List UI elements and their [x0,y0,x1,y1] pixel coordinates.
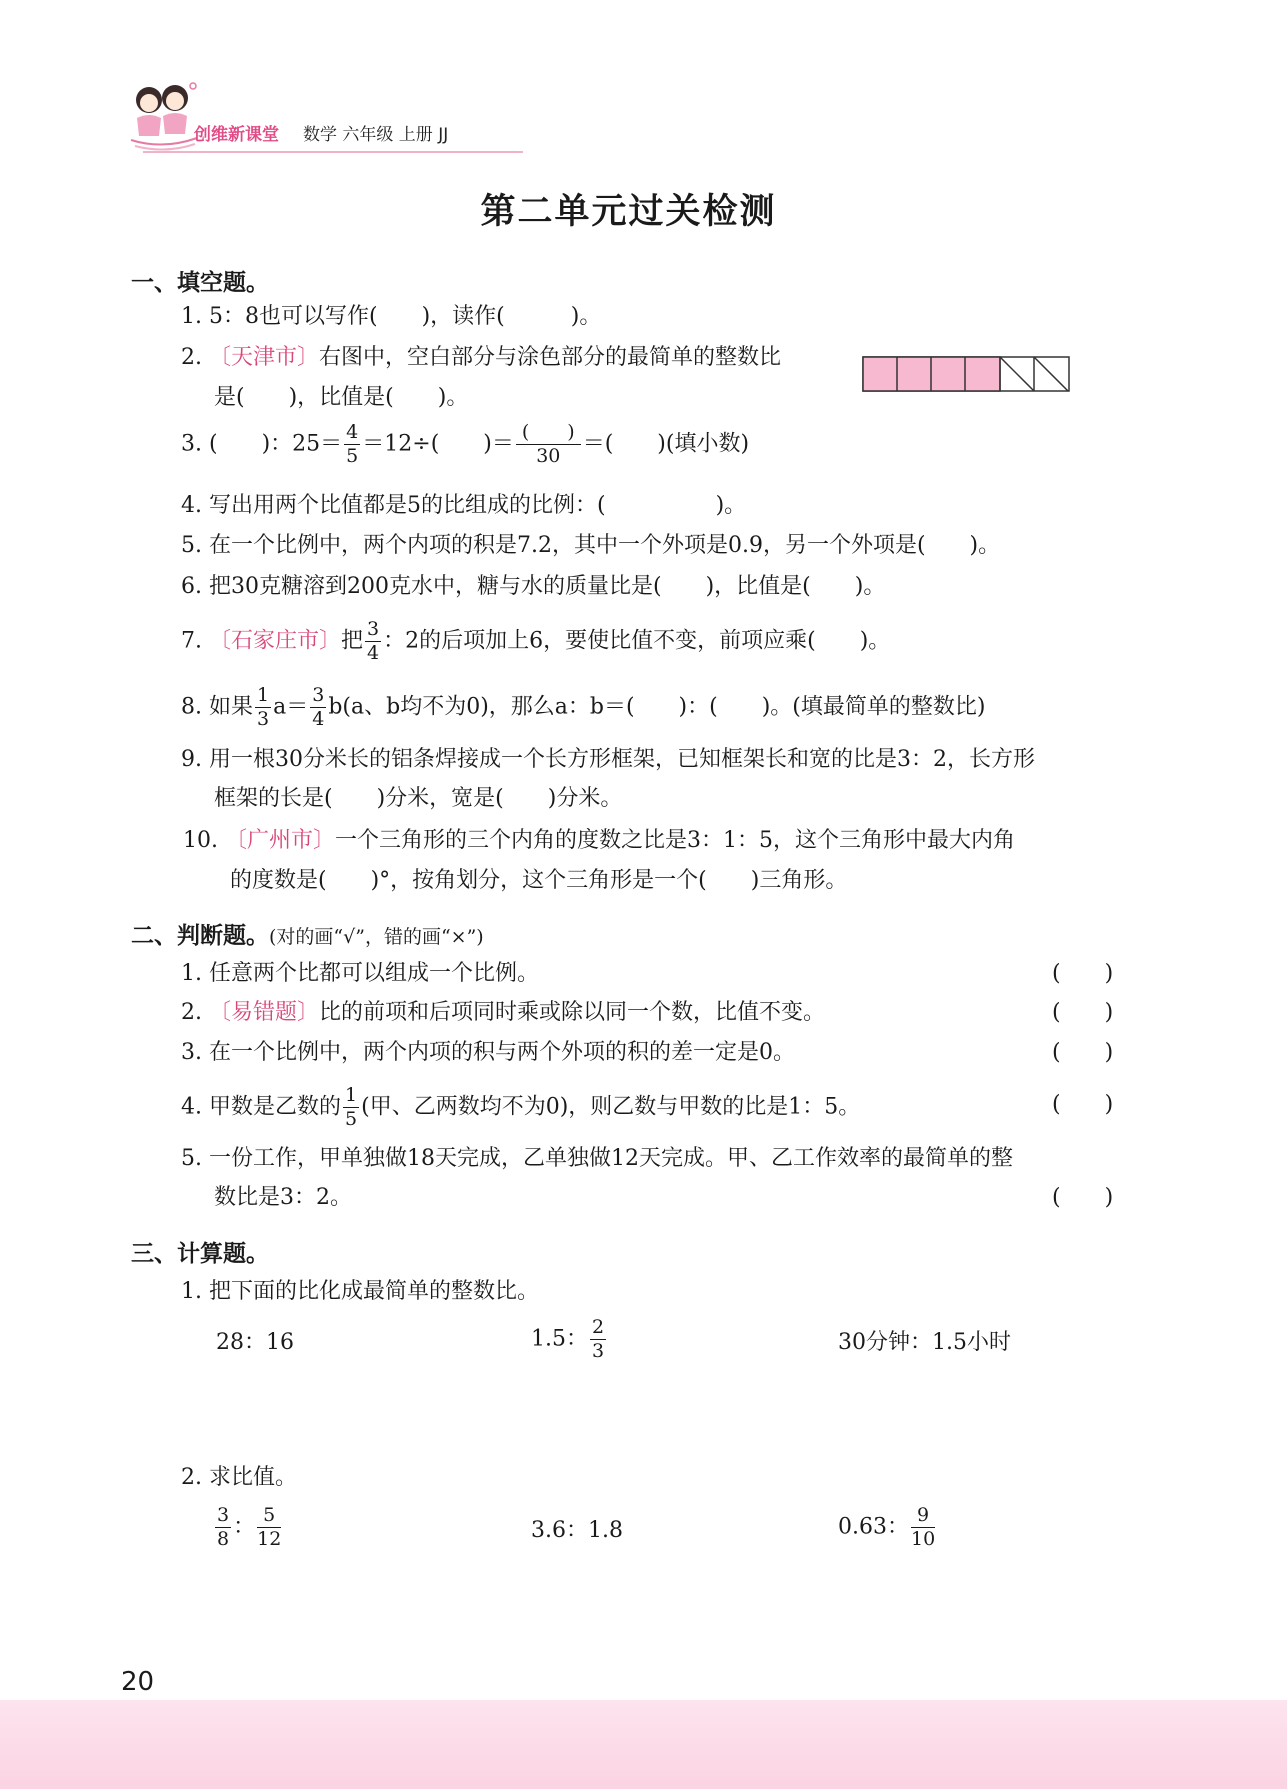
question-2-5 [181,1144,1013,1174]
question-text: 一个三角形的三个内角的度数之比是3：1：5，这个三角形中最大内角 [335,828,1016,853]
fraction: $\frac{3}{4}$ [367,618,380,664]
question-text: 一份工作，甲单独做18天完成，乙单独做12天完成。甲、乙工作效率的最简单的整 [209,1146,1013,1171]
question-1-5 [181,531,1000,561]
question-1-1 [181,302,601,332]
question-1-10 [183,826,1015,856]
question-1-4 [181,491,746,521]
fraction: $\frac{( )}{30}$ [516,423,581,466]
problem-3-2-b: 3.6：1.8 [531,1518,623,1543]
section-heading-calculation: 三、计算题。 [131,1241,269,1267]
section-heading-true-false: 二、判断题。(对的画“√”，错的画“×”) [131,923,484,949]
question-text: 求比值。 [209,1465,298,1490]
question-1-3: 3. ( )：25＝ $\frac{4}{5}$ ＝12÷( )＝ $\frac{( )}{30}$ ＝( )(填小数) [181,421,750,467]
problem-3-2-a: $\frac{3}{8}$ ： $\frac{5}{12}$ [217,1504,282,1550]
question-text: 任意两个比都可以组成一个比例。 [209,961,540,986]
question-3-2 [181,1463,297,1493]
question-1-8: 8. 如果 $\frac{1}{3}$ a＝ $\frac{3}{4}$ b(a、b均不为0)，那么a：b＝( )：( )。(填最简单的整数比) [181,684,986,730]
answer-bracket[interactable]: ( ) [1052,1000,1114,1025]
problem-3-1-c: 30分钟：1.5小时 [838,1330,1011,1355]
fraction: $\frac{5}{12}$ [257,1504,282,1550]
question-1-9-line2: 框架的长是( )分米，宽是( )分米。 [214,786,623,811]
question-text: 右图中，空白部分与涂色部分的最简单的整数比 [319,345,782,370]
question-number: 10. [183,828,218,853]
question-text: 把30克糖溶到200克水中，糖与水的质量比是( )，比值是( )。 [209,574,886,599]
ratio-strip-diagram [862,356,1070,392]
source-tag: 〔天津市〕 [209,345,320,370]
question-text: 在一个比例中，两个内项的积与两个外项的积的差一定是0。 [209,1040,795,1065]
question-number: 7. [181,628,202,654]
header-divider [143,151,523,153]
question-text: 5：8也可以写作( )，读作( )。 [209,304,602,329]
answer-bracket[interactable]: ( ) [1052,1092,1114,1117]
problem-3-1-b: 1.5： $\frac{2}{3}$ [531,1316,605,1362]
question-2-2 [181,998,825,1028]
question-number: 5. [181,1146,202,1171]
question-number: 9. [181,747,202,772]
question-3-1 [181,1277,539,1307]
question-number: 3. [181,431,202,457]
question-text: 用一根30分米长的铝条焊接成一个长方形框架，已知框架长和宽的比是3：2，长方形 [209,747,1035,772]
page-title: 第二单元过关检测 [480,192,777,232]
question-number: 4. [181,1094,202,1120]
problem-3-1-a: 28：16 [216,1330,294,1355]
question-number: 6. [181,574,202,599]
question-number: 8. [181,694,202,720]
question-2-5-line2: 数比是3：2。 [214,1185,352,1210]
brand-name: 创维新课堂 [194,125,279,145]
kids-logo-icon [125,78,203,152]
fraction: $\frac{3}{4}$ [312,684,325,730]
question-2-1 [181,959,539,989]
question-1-2 [181,343,781,373]
question-text: 在一个比例中，两个内项的积是7.2，其中一个外项是0.9，另一个外项是( )。 [209,533,1001,558]
fraction: $\frac{1}{3}$ [257,684,270,730]
question-text: 把下面的比化成最简单的整数比。 [209,1279,540,1304]
source-tag: 〔石家庄市〕 [209,628,342,654]
question-1-9 [181,745,1035,775]
answer-bracket[interactable]: ( ) [1052,1040,1114,1065]
source-tag: 〔易错题〕 [209,1000,320,1025]
footer-band [0,1700,1287,1789]
question-number: 4. [181,493,202,518]
question-text: 写出用两个比值都是5的比组成的比例：( )。 [209,493,747,518]
question-text: 比的前项和后项同时乘或除以同一个数，比值不变。 [319,1000,826,1025]
problem-3-2-c: 0.63： $\frac{9}{10}$ [838,1504,936,1550]
book-info: 数学 六年级 上册 JJ [303,125,449,145]
question-number: 1. [181,961,202,986]
section-note: (对的画“√”，错的画“×”) [269,926,484,948]
fraction: $\frac{9}{10}$ [911,1504,936,1550]
question-2-3 [181,1038,795,1068]
fraction: $\frac{3}{8}$ [217,1504,230,1550]
question-number: 1. [181,1279,202,1304]
question-number: 2. [181,1465,202,1490]
answer-bracket[interactable]: ( ) [1052,961,1114,986]
question-2-4: 4. 甲数是乙数的 $\frac{1}{5}$ (甲、乙两数均不为0)，则乙数与甲数的比是1：5。 [181,1084,861,1130]
fraction: $\frac{1}{5}$ [345,1084,358,1130]
fraction: $\frac{4}{5}$ [346,421,359,467]
source-tag: 〔广州市〕 [225,828,336,853]
question-number: 2. [181,1000,202,1025]
section-heading-fill-blank: 一、填空题。 [131,270,269,296]
answer-bracket[interactable]: ( ) [1052,1185,1114,1210]
question-1-2-line2: 是( )，比值是( )。 [214,385,469,410]
question-number: 2. [181,345,202,370]
question-number: 3. [181,1040,202,1065]
fraction: $\frac{2}{3}$ [592,1316,605,1362]
question-1-6 [181,572,885,602]
page-number: 20 [121,1667,155,1697]
question-number: 1. [181,304,202,329]
question-1-7: 7. 〔石家庄市〕把 $\frac{3}{4}$ ：2的后项加上6，要使比值不变，前项应乘( )。 [181,618,891,664]
question-number: 5. [181,533,202,558]
question-1-10-line2: 的度数是( )°，按角划分，这个三角形是一个( )三角形。 [230,868,848,893]
